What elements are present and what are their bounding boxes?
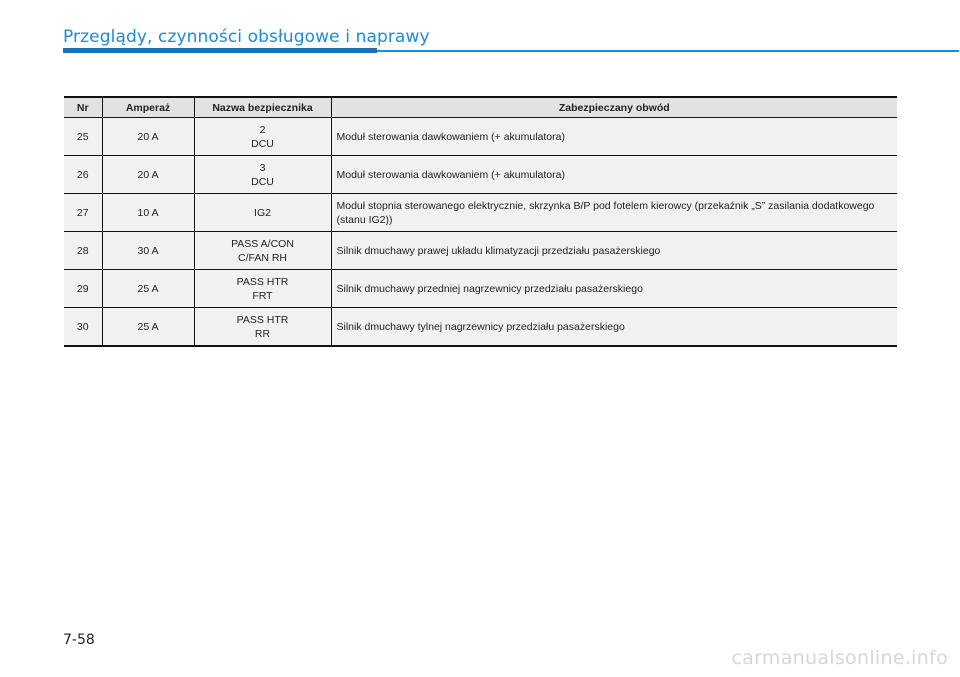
section-title: Przeglądy, czynności obsługowe i naprawy (63, 27, 430, 47)
fuse-name-line2: FRT (252, 289, 273, 302)
cell-circuit: Moduł sterowania dawkowaniem (+ akumulatora) (331, 156, 897, 194)
table-row (64, 118, 897, 156)
header-rule-accent (63, 48, 377, 53)
fuse-name-line2: RR (254, 327, 271, 340)
cell-circuit: Silnik dmuchawy przedniej nagrzewnicy przedziału pasażerskiego (331, 270, 897, 308)
table-row (64, 232, 897, 270)
cell-amperage: 10 A (102, 194, 194, 232)
cell-fuse-name (194, 270, 331, 308)
fuse-name-line1: 2 (259, 123, 266, 136)
cell-amperage: 20 A (102, 118, 194, 156)
table-header-row (64, 97, 897, 118)
cell-nr: 28 (64, 232, 102, 270)
column-header-nr: Nr (64, 97, 102, 118)
fuse-name-line2: DCU (251, 137, 274, 150)
table-row (64, 156, 897, 194)
cell-amperage: 25 A (102, 270, 194, 308)
fuse-table (64, 96, 897, 347)
cell-circuit: Moduł sterowania dawkowaniem (+ akumulatora) (331, 118, 897, 156)
column-header-fuse-name: Nazwa bezpiecznika (194, 97, 331, 118)
cell-fuse-name (194, 194, 331, 232)
fuse-name-line2: C/FAN RH (237, 251, 287, 264)
page-number: 7-58 (63, 632, 95, 648)
fuse-name-line1: PASS HTR (236, 313, 289, 326)
cell-nr: 25 (64, 118, 102, 156)
fuse-name-line1: IG2 (254, 206, 271, 219)
column-header-amperage: Amperaż (102, 97, 194, 118)
table-row (64, 270, 897, 308)
cell-amperage: 20 A (102, 156, 194, 194)
cell-circuit: Silnik dmuchawy tylnej nagrzewnicy przedziału pasażerskiego (331, 308, 897, 347)
fuse-name-line1: PASS A/CON (231, 237, 294, 250)
cell-fuse-name (194, 156, 331, 194)
table-row (64, 194, 897, 232)
cell-nr: 27 (64, 194, 102, 232)
table-row (64, 308, 897, 347)
cell-circuit: Moduł stopnia sterowanego elektrycznie, skrzynka B/P pod fotelem kierowcy (przekaźnik „S” zasilania dodatkowego (stanu IG2)) (331, 194, 897, 232)
cell-amperage: 30 A (102, 232, 194, 270)
cell-circuit: Silnik dmuchawy prawej układu klimatyzacji przedziału pasażerskiego (331, 232, 897, 270)
cell-nr: 29 (64, 270, 102, 308)
cell-fuse-name (194, 118, 331, 156)
fuse-name-line1: 3 (259, 161, 266, 174)
fuse-name-line2: DCU (251, 175, 274, 188)
cell-fuse-name (194, 308, 331, 347)
cell-nr: 30 (64, 308, 102, 347)
cell-fuse-name (194, 232, 331, 270)
column-header-circuit: Zabezpieczany obwód (331, 97, 897, 118)
fuse-name-line1: PASS HTR (236, 275, 289, 288)
watermark: carmanualsonline.info (731, 647, 948, 669)
cell-amperage: 25 A (102, 308, 194, 347)
cell-nr: 26 (64, 156, 102, 194)
